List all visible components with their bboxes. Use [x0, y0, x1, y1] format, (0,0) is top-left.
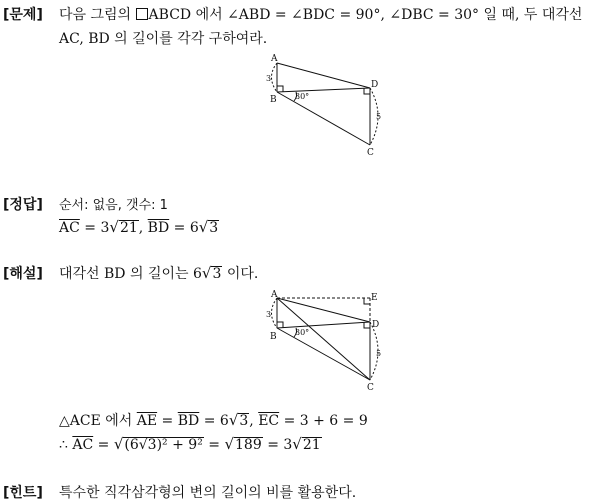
calc-eq-c: = 3 + 6 = 9	[279, 413, 368, 429]
fig2-right-angle-b	[277, 322, 283, 328]
fig2-side-ab: 3	[266, 310, 272, 319]
fig1-label-b: B	[270, 95, 277, 105]
fig1-label-c: C	[367, 148, 374, 158]
calc-sep: ,	[249, 413, 259, 429]
calc-eq-e: =	[203, 437, 225, 453]
explanation-label: [해설]	[3, 266, 43, 282]
answer-radicand-1: 21	[119, 220, 138, 236]
answer-bd: $\overline{BD}$	[147, 220, 170, 236]
sqrt-icon: √	[109, 218, 119, 236]
fig1-side-dc: 5	[376, 112, 382, 121]
problem-text-b: ABCD 에서 ∠ABD = ∠BDC = 90°, ∠DBC = 30° 일 때, 두 대각선	[148, 7, 583, 23]
calc-eq-a: =	[157, 413, 178, 429]
fig1-label-d: D	[371, 80, 379, 90]
answer-line-1: 순서: 없음, 갯수: 1	[59, 198, 168, 213]
calc-eq-b: = 6	[199, 413, 229, 429]
sqrt-icon: √	[292, 435, 302, 453]
answer-radicand-2: 3	[209, 220, 219, 236]
fig2-edge-bc	[277, 328, 370, 380]
calc-l2-pre: ∴	[59, 437, 73, 453]
problem-line-2: AC, BD 의 길이를 각각 구하여라.	[59, 31, 268, 47]
sqrt-icon: √	[201, 264, 212, 282]
calc-r189: 189	[235, 437, 262, 453]
answer-eq1: = 3	[79, 220, 110, 236]
answer-label: [정답]	[3, 197, 43, 213]
sqrt-icon: √	[228, 411, 239, 429]
calc-eq-d: =	[93, 437, 114, 453]
fig2-edge-bd	[277, 322, 370, 328]
fig2-label-e: E	[371, 293, 378, 303]
calc-inside: (6√3)² + 9²	[124, 437, 203, 453]
fig1-side-ab: 3	[266, 74, 272, 83]
calc-ac: $\overline{AC}$	[72, 437, 94, 453]
fig1-angle-label: 30°	[295, 92, 310, 101]
calc-line-1	[59, 410, 368, 430]
explanation-text-b: 이다.	[222, 266, 259, 282]
sqrt-icon: √	[198, 218, 209, 236]
explanation-radicand: 3	[212, 266, 222, 282]
hint-text: 특수한 직각삼각형의 변의 길이의 비를 활용한다.	[59, 485, 357, 501]
fig2-right-angle-d	[364, 322, 370, 328]
calc-r1: 3	[239, 413, 249, 429]
calc-eq-f: = 3	[262, 437, 293, 453]
hint-label: [힌트]	[3, 485, 43, 501]
fig2-angle-label: 30°	[295, 328, 310, 337]
answer-comma: ,	[138, 220, 148, 236]
calc-line-2	[59, 435, 322, 453]
calc-bd: $\overline{BD}$	[177, 413, 200, 429]
calc-l1-pre: △ACE 에서	[59, 413, 137, 429]
calc-ec: $\overline{EC}$	[258, 413, 280, 429]
fig2-label-c: C	[367, 383, 374, 393]
problem-text-a: 다음 그림의	[59, 7, 136, 23]
fig2-label-a: A	[271, 290, 278, 300]
answer-eq2: = 6	[169, 220, 199, 236]
calc-ae: $\overline{AE}$	[136, 413, 158, 429]
fig2-label-d: D	[372, 320, 380, 330]
explanation-text-a: 대각선 BD 의 길이는 6	[59, 266, 202, 282]
sqrt-icon: √	[224, 435, 235, 453]
fig2-brace-ab	[272, 298, 278, 328]
fig2-label-b: B	[270, 332, 277, 342]
answer-ac: $\overline{AC}$	[59, 220, 80, 236]
problem-label: [문제]	[3, 7, 43, 23]
sqrt-icon: √	[113, 435, 124, 453]
fig2-right-angle-e	[364, 298, 370, 304]
fig2-side-dc: 5	[376, 349, 382, 358]
fig1-label-a: A	[271, 54, 278, 64]
calc-r21: 21	[302, 437, 321, 453]
